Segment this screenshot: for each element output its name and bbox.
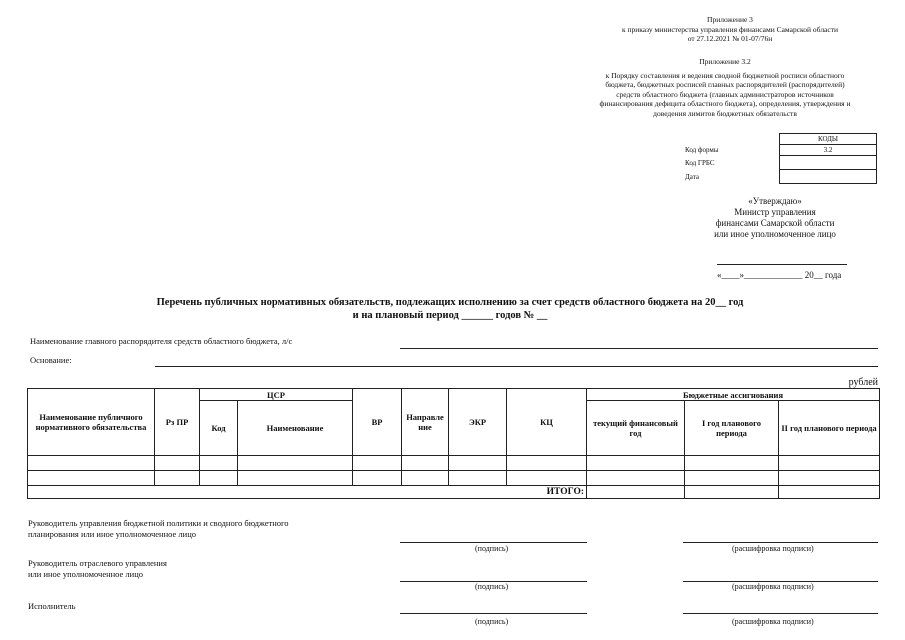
table-cell[interactable]: [200, 456, 238, 471]
table-cell[interactable]: [238, 471, 353, 486]
units-label: рублей: [848, 377, 878, 388]
appendix-line: бюджета, бюджетных росписей главных распорядителей (распорядителей): [605, 80, 845, 89]
signature-head-branch-label: Руководитель отраслевого управления или иное уполномоченное лицо: [28, 558, 167, 579]
col-header-direction: Направле ние: [402, 389, 449, 456]
col-header-csr-code: Код: [200, 401, 238, 456]
grbs-input-line[interactable]: [400, 348, 878, 349]
table-cell[interactable]: [353, 456, 402, 471]
total-year1[interactable]: [685, 486, 779, 499]
table-cell[interactable]: [685, 456, 779, 471]
appendix-line: к Порядку составления и ведения сводной бюджетной росписи областного: [605, 70, 845, 80]
basis-label: Основание:: [30, 355, 72, 365]
decode-line[interactable]: [683, 542, 878, 543]
table-cell[interactable]: [402, 456, 449, 471]
col-header-ekr: ЭКР: [449, 389, 507, 456]
table-cell[interactable]: [507, 471, 587, 486]
table-cell[interactable]: [28, 456, 155, 471]
basis-input-line[interactable]: [155, 366, 878, 367]
table-cell[interactable]: [685, 471, 779, 486]
table-cell[interactable]: [200, 471, 238, 486]
table-row: [28, 471, 880, 486]
col-header-rzpr: Рз ПР: [155, 389, 200, 456]
table-cell[interactable]: [238, 456, 353, 471]
table-row: [28, 456, 880, 471]
col-header-vr: ВР: [353, 389, 402, 456]
table-cell[interactable]: [449, 471, 507, 486]
approve-line: «Утверждаю»: [748, 196, 802, 206]
approve-line: Министр управления: [734, 207, 816, 217]
col-header-year1: I год планового периода: [685, 401, 779, 456]
code-label: Код формы: [685, 146, 719, 154]
codes-header: КОДЫ: [780, 134, 877, 145]
total-current-year[interactable]: [587, 486, 685, 499]
code-label: Код ГРБС: [685, 158, 715, 167]
total-year2[interactable]: [779, 486, 880, 499]
table-cell[interactable]: [779, 456, 880, 471]
table-cell[interactable]: [353, 471, 402, 486]
decode-caption: (расшифровка подписи): [732, 544, 814, 553]
appendix-line: Приложение 3.2: [699, 57, 751, 66]
grbs-label: Наименование главного распорядителя средств областного бюджета, л/с: [30, 336, 293, 346]
appendix-line: Приложение 3: [707, 15, 753, 24]
col-header-kc: КЦ: [507, 389, 587, 456]
total-row: [28, 486, 880, 499]
total-label: ИТОГО:: [507, 486, 587, 499]
table-cell[interactable]: [587, 456, 685, 471]
col-header-budget: Бюджетные ассигнования: [587, 389, 880, 401]
approve-signature-line[interactable]: [717, 264, 847, 265]
col-header-current-year: текущий финансовый год: [587, 401, 685, 456]
table-cell[interactable]: [28, 471, 155, 486]
appendix-subheader: [555, 57, 895, 118]
sign-caption: (подпись): [475, 544, 509, 553]
signature-head-budget-label: Руководитель управления бюджетной политики и сводного бюджетного планирования или иное уполномоченное лицо: [28, 518, 289, 539]
approve-block: [700, 196, 850, 240]
appendix-line: к приказу министерства управления финансами Самарской области: [621, 24, 839, 34]
col-header-csr: ЦСР: [200, 389, 353, 401]
col-header-name: Наименование публичного нормативного обязательства: [28, 389, 155, 456]
appendix-line: доведения лимитов бюджетных обязательств: [653, 108, 797, 118]
table-cell[interactable]: [779, 471, 880, 486]
table-cell[interactable]: [155, 471, 200, 486]
sign-caption: (подпись): [475, 617, 509, 626]
approve-line: финансами Самарской области: [715, 218, 835, 228]
approve-date[interactable]: «____»_____________ 20__ года: [717, 270, 842, 280]
col-header-csr-name: Наименование: [238, 401, 353, 456]
code-value[interactable]: [780, 156, 877, 170]
title-line: и на плановый период ______ годов № __: [352, 310, 548, 321]
signature-line[interactable]: [400, 542, 587, 543]
decode-caption: (расшифровка подписи): [732, 582, 814, 591]
code-label: Дата: [685, 172, 699, 181]
col-header-year2: II год планового периода: [779, 401, 880, 456]
obligations-table: [27, 388, 880, 499]
code-value[interactable]: [780, 170, 877, 184]
table-cell[interactable]: [449, 456, 507, 471]
signature-line[interactable]: [400, 613, 587, 614]
table-cell[interactable]: [587, 471, 685, 486]
appendix-header: [560, 15, 900, 44]
decode-caption: (расшифровка подписи): [732, 617, 814, 626]
page-title: [60, 296, 840, 322]
table-cell[interactable]: [402, 471, 449, 486]
appendix-line: от 27.12.2021 № 01-07/76н: [687, 34, 773, 43]
appendix-line: средств областного бюджета (главных администраторов источников: [616, 89, 834, 99]
signature-executor-label: Исполнитель: [28, 601, 76, 611]
sign-caption: (подпись): [475, 582, 509, 591]
title-line: Перечень публичных нормативных обязательств, подлежащих исполнению за счет средств областного бюджета на 20__ год: [156, 297, 744, 308]
appendix-line: финансирования дефицита областного бюджета), определения, утверждения и: [599, 99, 851, 108]
codes-table: [683, 133, 877, 184]
approve-line: или иное уполномоченное лицо: [714, 229, 836, 239]
table-cell[interactable]: [155, 456, 200, 471]
decode-line[interactable]: [683, 613, 878, 614]
table-cell[interactable]: [507, 456, 587, 471]
code-value[interactable]: 3.2: [780, 145, 877, 156]
